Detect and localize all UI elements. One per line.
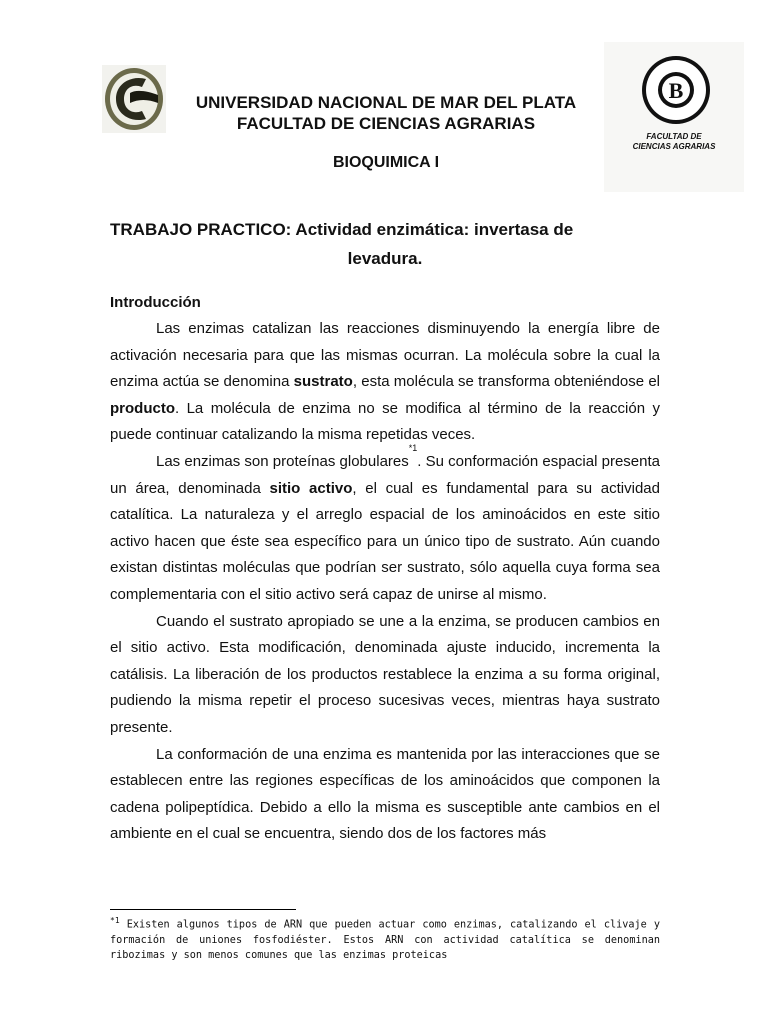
text-run: , el cual es fundamental para su actividad catalítica. La naturaleza y el arreglo espacial de los aminoácidos en este sitio activo hacen que éste sea específico para un único tipo de sustrato. Aún cuando existan distintas moléculas que podrían ser sustrato, sólo aquella cuya forma sea complementaria con el sitio activo será capaz de unirse al mismo.	[110, 479, 660, 603]
seal-caption-line2: CIENCIAS AGRARIAS	[632, 142, 716, 151]
paragraph-2	[110, 442, 660, 609]
document-body	[110, 290, 660, 848]
term-producto: producto	[110, 399, 175, 417]
text-run: , esta molécula se transforma obteniéndose el	[352, 373, 660, 391]
paragraph-3: Cuando el sustrato apropiado se une a la enzima, se producen cambios en el sitio activo. Esta modificación, denominada ajuste inducido, incrementa la catálisis. La liberación de los productos restablece la enzima a su forma original, pudiendo la misma repetir el proceso sucesivas veces, mientras haya sustrato presente.	[110, 612, 660, 736]
text-run: . Su conformación espacial presenta un área, denominada	[110, 452, 660, 497]
seal-caption	[604, 132, 744, 152]
university-logo-icon	[102, 65, 166, 133]
footnote-text: Existen algunos tipos de ARN que pueden actuar como enzimas, catalizando el clivaje y formación de uniones fosfodiéster. Estos ARN con actividad catalítica se denominan ribozimas y son menos comunes que las enzimas proteicas	[110, 919, 660, 962]
footnote	[110, 913, 660, 964]
footnote-marker: *1	[110, 916, 120, 925]
text-run: Las enzimas son proteínas globulares	[156, 452, 409, 470]
section-heading: Introducción	[110, 294, 201, 311]
term-sitio-activo: sitio activo	[269, 479, 353, 497]
title-line-1: TRABAJO PRACTICO: Actividad enzimática: invertasa de	[110, 220, 574, 239]
university-name: UNIVERSIDAD NACIONAL DE MAR DEL PLATA	[195, 93, 577, 112]
faculty-seal	[604, 42, 744, 192]
title-line-2: levadura.	[347, 249, 423, 268]
text-run: . La molécula de enzima no se modifica al término de la reacción y puede continuar catalizando la misma repetidas veces.	[110, 399, 660, 444]
term-sustrato: sustrato	[293, 373, 353, 391]
seal-letter: B	[668, 78, 684, 103]
faculty-name: FACULTAD DE CIENCIAS AGRARIAS	[236, 114, 536, 133]
institution-heading	[176, 92, 596, 134]
footnote-reference[interactable]: *1	[408, 442, 418, 453]
faculty-seal-icon	[604, 42, 744, 132]
paragraph-1	[110, 316, 660, 449]
text-run: Las enzimas catalizan las reacciones disminuyendo la energía libre de activación necesaria para que las mismas ocurran. La molécula sobre la cual la enzima actúa se denomina	[110, 320, 660, 391]
seal-caption-line1: FACULTAD DE	[646, 132, 702, 141]
footnote-separator	[110, 909, 296, 910]
paragraph-4: La conformación de una enzima es mantenida por las interacciones que se establecen entre las regiones específicas de los aminoácidos que componen la cadena polipeptídica. Debido a ello la misma es susceptible ante cambios en el ambiente en el cual se encuentra, siendo dos de los factores más	[110, 745, 660, 843]
document-title	[110, 215, 660, 273]
course-name: BIOQUIMICA I	[332, 154, 440, 171]
university-logo	[102, 65, 166, 133]
